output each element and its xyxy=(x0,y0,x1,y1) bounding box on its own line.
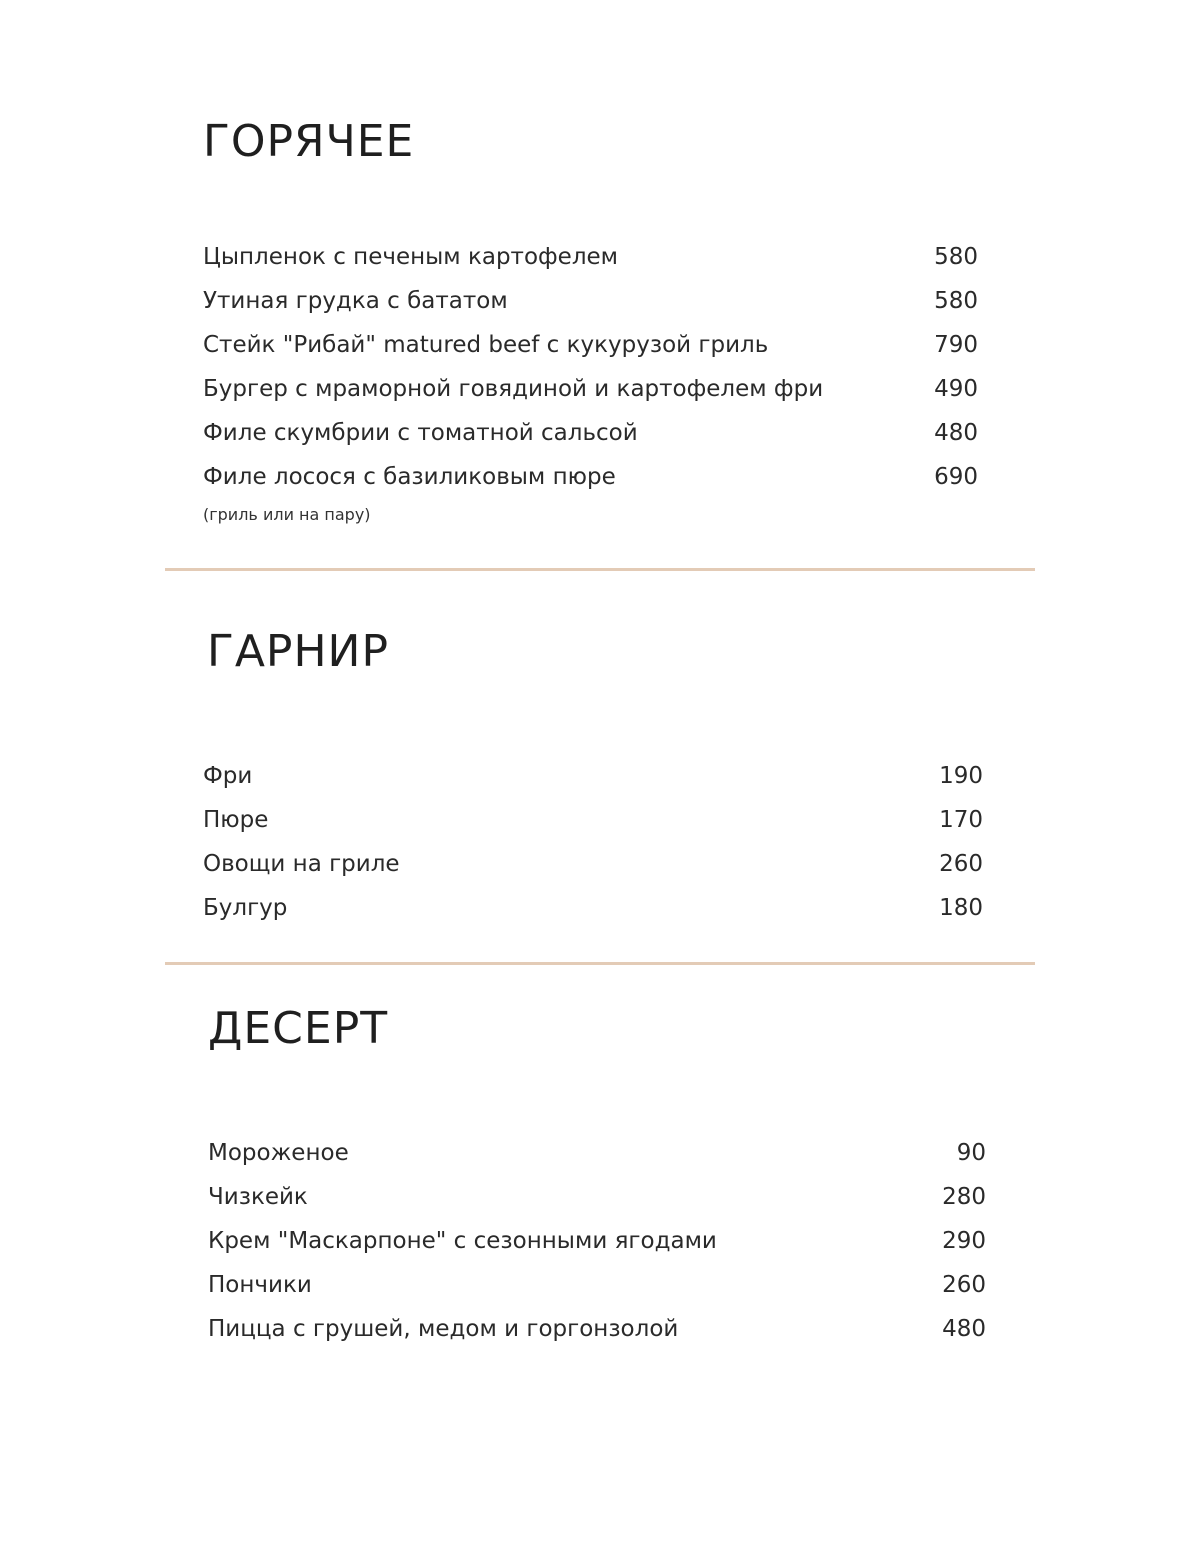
menu-item-price: 190 xyxy=(939,763,983,789)
menu-item-note: (гриль или на пару) xyxy=(203,505,371,524)
menu-item-price: 490 xyxy=(934,376,978,402)
menu-item-name: Овощи на гриле xyxy=(203,851,400,877)
menu-item xyxy=(208,1270,986,1314)
menu-item xyxy=(203,374,978,418)
menu-list-garnish xyxy=(203,761,983,937)
menu-item xyxy=(203,330,978,374)
menu-list-hot xyxy=(203,242,978,506)
menu-item xyxy=(203,761,983,805)
menu-item-name: Стейк "Рибай" matured beef с кукурузой гриль xyxy=(203,332,769,358)
menu-item-name: Чизкейк xyxy=(208,1184,308,1210)
menu-item-price: 90 xyxy=(956,1140,986,1166)
menu-item xyxy=(208,1226,986,1270)
menu-item-name: Бургер с мраморной говядиной и картофелем фри xyxy=(203,376,824,402)
menu-item-name: Пицца с грушей, медом и горгонзолой xyxy=(208,1316,679,1342)
menu-item-name: Филе скумбрии с томатной сальсой xyxy=(203,420,638,446)
menu-item-name: Утиная грудка с бататом xyxy=(203,288,508,314)
section-title-hot: ГОРЯЧЕЕ xyxy=(203,116,415,167)
menu-item xyxy=(203,418,978,462)
menu-item-name: Мороженое xyxy=(208,1140,349,1166)
section-divider xyxy=(165,962,1035,965)
menu-item-price: 260 xyxy=(942,1272,986,1298)
menu-list-dessert xyxy=(208,1138,986,1358)
section-title-garnish: ГАРНИР xyxy=(207,626,389,677)
menu-item-price: 580 xyxy=(934,244,978,270)
menu-item xyxy=(203,893,983,937)
menu-item xyxy=(208,1138,986,1182)
menu-item xyxy=(203,805,983,849)
menu-item-name: Пюре xyxy=(203,807,269,833)
menu-item-price: 580 xyxy=(934,288,978,314)
menu-item-price: 790 xyxy=(934,332,978,358)
menu-item-name: Пончики xyxy=(208,1272,312,1298)
menu-item-name: Булгур xyxy=(203,895,288,921)
menu-item-name: Цыпленок с печеным картофелем xyxy=(203,244,619,270)
menu-item xyxy=(208,1314,986,1358)
menu-item-price: 290 xyxy=(942,1228,986,1254)
menu-item xyxy=(203,849,983,893)
section-divider xyxy=(165,568,1035,571)
section-title-dessert: ДЕСЕРТ xyxy=(208,1003,389,1054)
menu-item xyxy=(203,242,978,286)
menu-item xyxy=(203,462,978,506)
menu-item-name: Крем "Маскарпоне" с сезонными ягодами xyxy=(208,1228,717,1254)
menu-item-price: 170 xyxy=(939,807,983,833)
menu-item-price: 480 xyxy=(942,1316,986,1342)
menu-item-name: Фри xyxy=(203,763,253,789)
menu-item-price: 260 xyxy=(939,851,983,877)
menu-item xyxy=(208,1182,986,1226)
menu-item-price: 690 xyxy=(934,464,978,490)
menu-item-price: 480 xyxy=(934,420,978,446)
menu-item xyxy=(203,286,978,330)
menu-item-price: 180 xyxy=(939,895,983,921)
menu-item-price: 280 xyxy=(942,1184,986,1210)
menu-item-name: Филе лосося с базиликовым пюре xyxy=(203,464,616,490)
